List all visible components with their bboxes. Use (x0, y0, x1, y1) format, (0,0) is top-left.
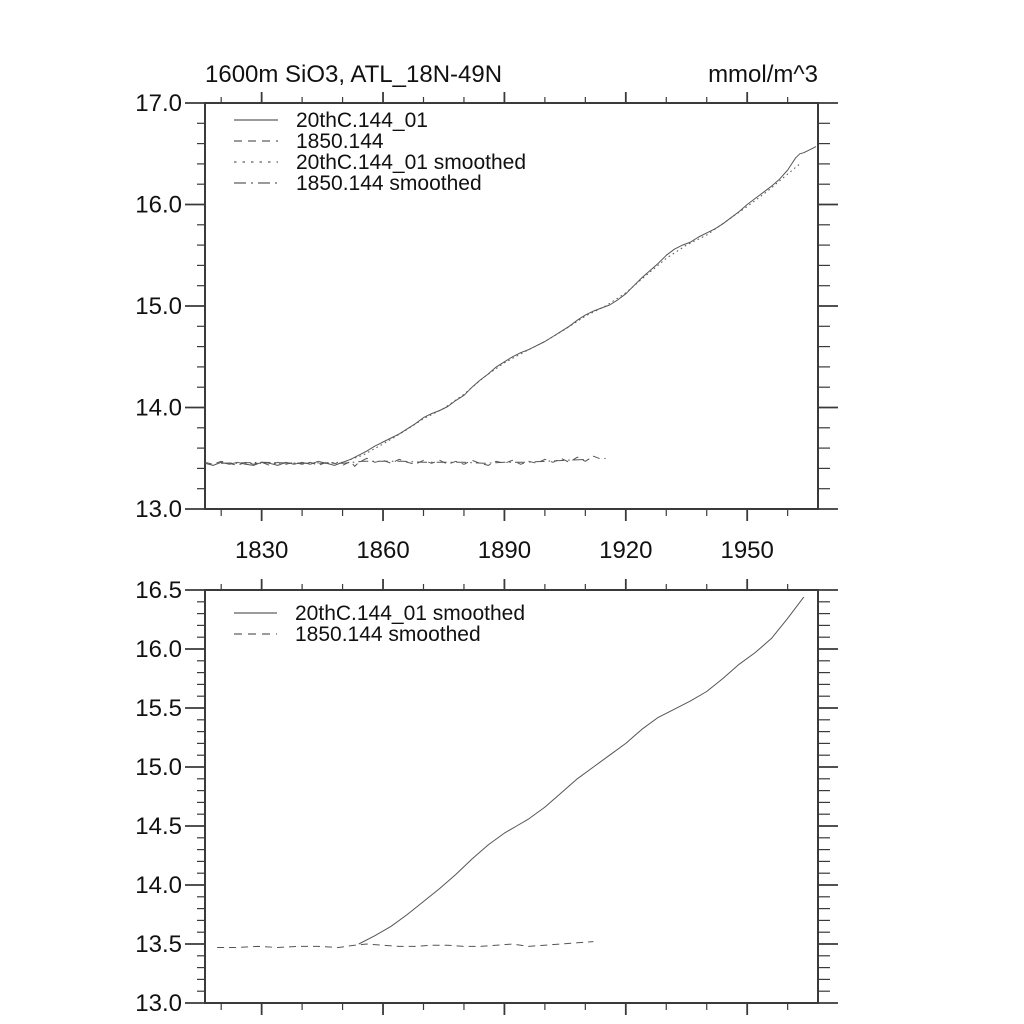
top-panel (135, 90, 838, 564)
y-axis-tick-label: 13.5 (135, 931, 182, 958)
legend-label-1850-144: 1850.144 (296, 130, 384, 153)
y-axis-tick-label: 13.0 (135, 990, 182, 1017)
legend-label-20thc-144-01-smoothed: 20thC.144_01 smoothed (295, 602, 526, 625)
y-axis-tick-label: 16.5 (135, 577, 182, 604)
top-legend (234, 109, 526, 195)
y-axis-tick-label: 15.0 (135, 754, 182, 781)
x-axis-tick-label: 1890 (477, 537, 532, 564)
legend-label-1850-144-smoothed: 1850.144 smoothed (295, 623, 481, 646)
series-line-20thc-144-01-smoothed (221, 164, 800, 463)
chart-title: 1600m SiO3, ATL_18N-49N (205, 61, 503, 88)
legend-label-20thc-144-01: 20thC.144_01 (296, 109, 428, 132)
bottom-legend (234, 602, 525, 646)
y-axis-tick-label: 14.0 (135, 872, 182, 899)
y-axis-tick-label: 14.0 (135, 394, 182, 422)
series-line-20thc-144-01-smoothed (359, 597, 804, 944)
y-axis-tick-label: 17.0 (135, 90, 182, 117)
y-axis-tick-label: 14.5 (135, 813, 182, 840)
y-axis-tick-label: 15.0 (135, 293, 182, 320)
x-axis-tick-label: 1920 (599, 537, 653, 564)
x-axis-tick-label: 1830 (234, 537, 289, 564)
series-line-1850-144-smoothed (217, 942, 593, 948)
bottom-panel-frame (205, 590, 818, 1003)
x-axis-tick-label: 1860 (356, 537, 410, 564)
y-axis-tick-label: 15.5 (135, 695, 182, 722)
y-axis-tick-label: 13.0 (135, 496, 182, 523)
bottom-panel (135, 577, 838, 1017)
units-label: mmol/m^3 (708, 61, 818, 88)
legend-label-20thc-144-01-smoothed: 20thC.144_01 smoothed (296, 151, 527, 174)
x-axis-tick-label: 1950 (720, 537, 774, 564)
y-axis-tick-label: 16.0 (135, 191, 182, 219)
y-axis-tick-label: 16.0 (135, 636, 182, 663)
legend-label-1850-144-smoothed: 1850.144 smoothed (296, 172, 482, 195)
